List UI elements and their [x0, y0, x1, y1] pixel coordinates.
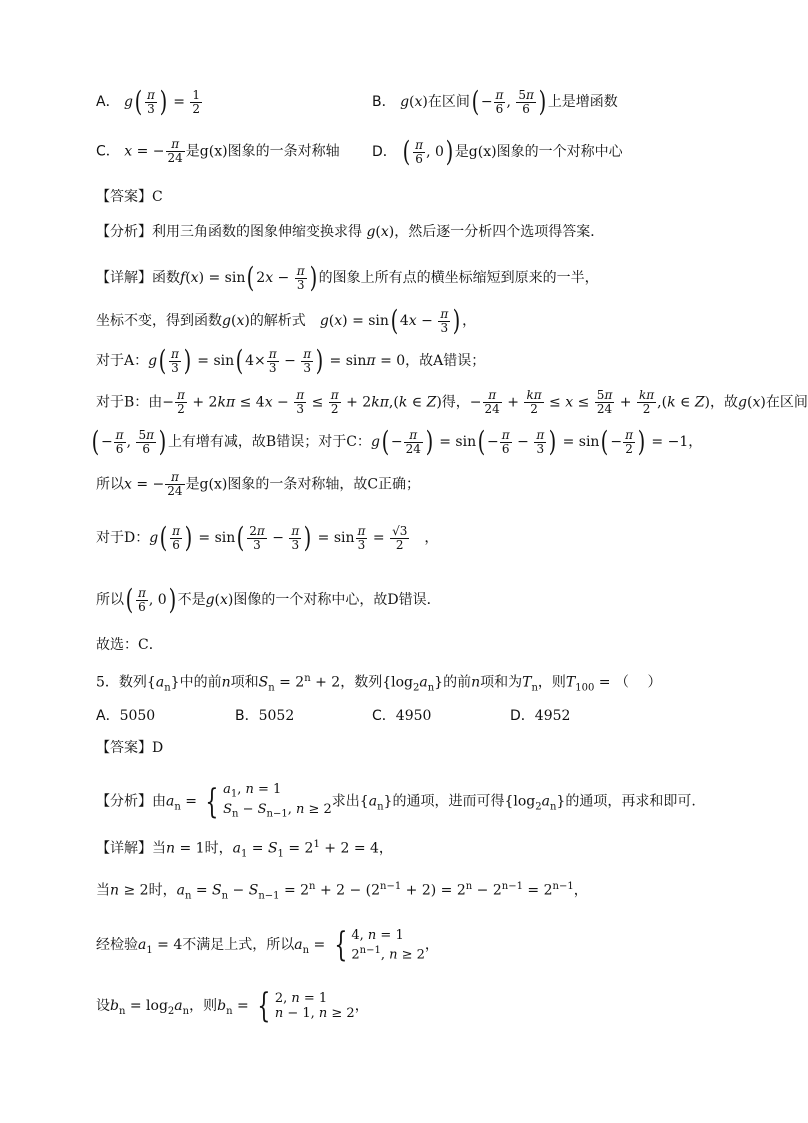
- detail-option-d: 对于D：g( $\frac{\pi}{6}$ ) = sin( $\frac{2\pi}{3}$ − $\frac{\pi}{3}$ ) = sin $\frac{\pi}{3}$ = $\frac{√3}{2}$ ，: [96, 521, 439, 554]
- q5-detail-2: 当n ≥ 2时，$a_n = S_n - S_{n-1} = 2^n + 2 - (2^{n-1} + 2) = 2^n - 2^{n-1} = 2^{n-1}$，: [96, 881, 588, 902]
- detail-option-d-2: 所以( $\frac{\pi}{6}$ , 0) 不是g(x)图像的一个对称中心，故D错误．: [96, 583, 441, 616]
- q5-detail-4: 设$b_n = \log_2a_n$，则$b_n$ = { 2, n = 1 n − 1, n ≥ 2 ，: [96, 986, 369, 1026]
- choose-line: 故选：C．: [96, 637, 163, 653]
- option-b: B． g(x)在区间( − $\frac{\pi}{6}$ , $\frac{5\pi}{6}$ ) 上是增函数: [372, 85, 618, 118]
- q5-option-d: D．4952: [510, 708, 571, 724]
- q5-option-a: A．5050: [96, 708, 156, 724]
- q5-detail-3: 经检验$a_1 = 4$不满足上式，所以$a_n$ = { 4, n = 1 $2^{n-1}$, n ≥ 2 ，: [96, 925, 439, 966]
- option-c: C． x = − $\frac{\pi}{24}$ 是g(x)图象的一条对称轴: [96, 137, 340, 165]
- detail-line-1: 【详解】函数f(x) = sin( 2x − $\frac{\pi}{3}$ ) 的图象上所有点的横坐标缩短到原来的一半，: [96, 261, 599, 294]
- q5-analysis: 【分析】由$a_n$ = { $a_1$, n = 1 $S_n - S_{n-1}$, n ≥ 2 求出$\{a_n\}$的通项，进而可得$\{\log_2a_n\}$的通项，再求和即可.: [96, 781, 696, 822]
- q5-option-b: B．5052: [235, 708, 295, 724]
- option-d: D． ( $\frac{\pi}{6}$ , 0) 是g(x)图象的一个对称中心: [372, 135, 623, 168]
- answer-line: 【答案】C: [96, 189, 163, 205]
- option-a: A． g( $\frac{\pi}{3}$ ) = $\frac{1}{2}$: [96, 85, 201, 118]
- detail-option-a: 对于A：g( $\frac{\pi}{3}$ ) = sin( 4× $\frac{\pi}{3}$ − $\frac{\pi}{3}$ ) = sinπ = 0，故A错误；: [96, 344, 486, 377]
- detail-line-2: 坐标不变，得到函数g(x)的解析式 g(x) = sin( 4x − $\frac{\pi}{3}$ ) ，: [96, 304, 477, 337]
- detail-option-b: 对于B：由− $\frac{\pi}{2}$ + 2kπ ≤ 4x − $\frac{\pi}{3}$ ≤ $\frac{\pi}{2}$ + 2kπ,(k ∈ Z)得，− $\frac{\pi}{24}$ + $\frac{k\pi}{2}$ ≤ x ≤ $\frac{5\pi}{24}$ + $\frac{k\pi}{2}$ ,(k ∈ Z)，故g(x)在区间: [96, 388, 808, 416]
- q5-detail-1: 【详解】当n = 1时，$a_1 = S_1 = 2^1 + 2 = 4$，: [96, 839, 393, 860]
- q5-stem: 5．数列$\{a_n\}$中的前n项和$S_n = 2^n + 2$，数列$\{\log_2a_n\}$的前n项和为$T_n$，则$T_{100}$ = （ ）: [96, 673, 662, 694]
- q5-answer: 【答案】D: [96, 740, 164, 756]
- detail-option-b-2: ( − $\frac{\pi}{6}$ , $\frac{5\pi}{6}$ ) 上有增有减，故B错误；对于C：g( − $\frac{\pi}{24}$ ) = sin( − $\frac{\pi}{6}$ − $\frac{\pi}{3}$ ) = sin( − $\frac{\pi}{2}$ ) = −1，: [91, 425, 703, 458]
- analysis-line: 【分析】利用三角函数的图象伸缩变换求得 g(x)，然后逐一分析四个选项得答案．: [96, 224, 605, 240]
- detail-option-c: 所以x = − $\frac{\pi}{24}$ 是g(x)图象的一条对称轴，故C正确；: [96, 470, 421, 498]
- q5-option-c: C．4950: [372, 708, 432, 724]
